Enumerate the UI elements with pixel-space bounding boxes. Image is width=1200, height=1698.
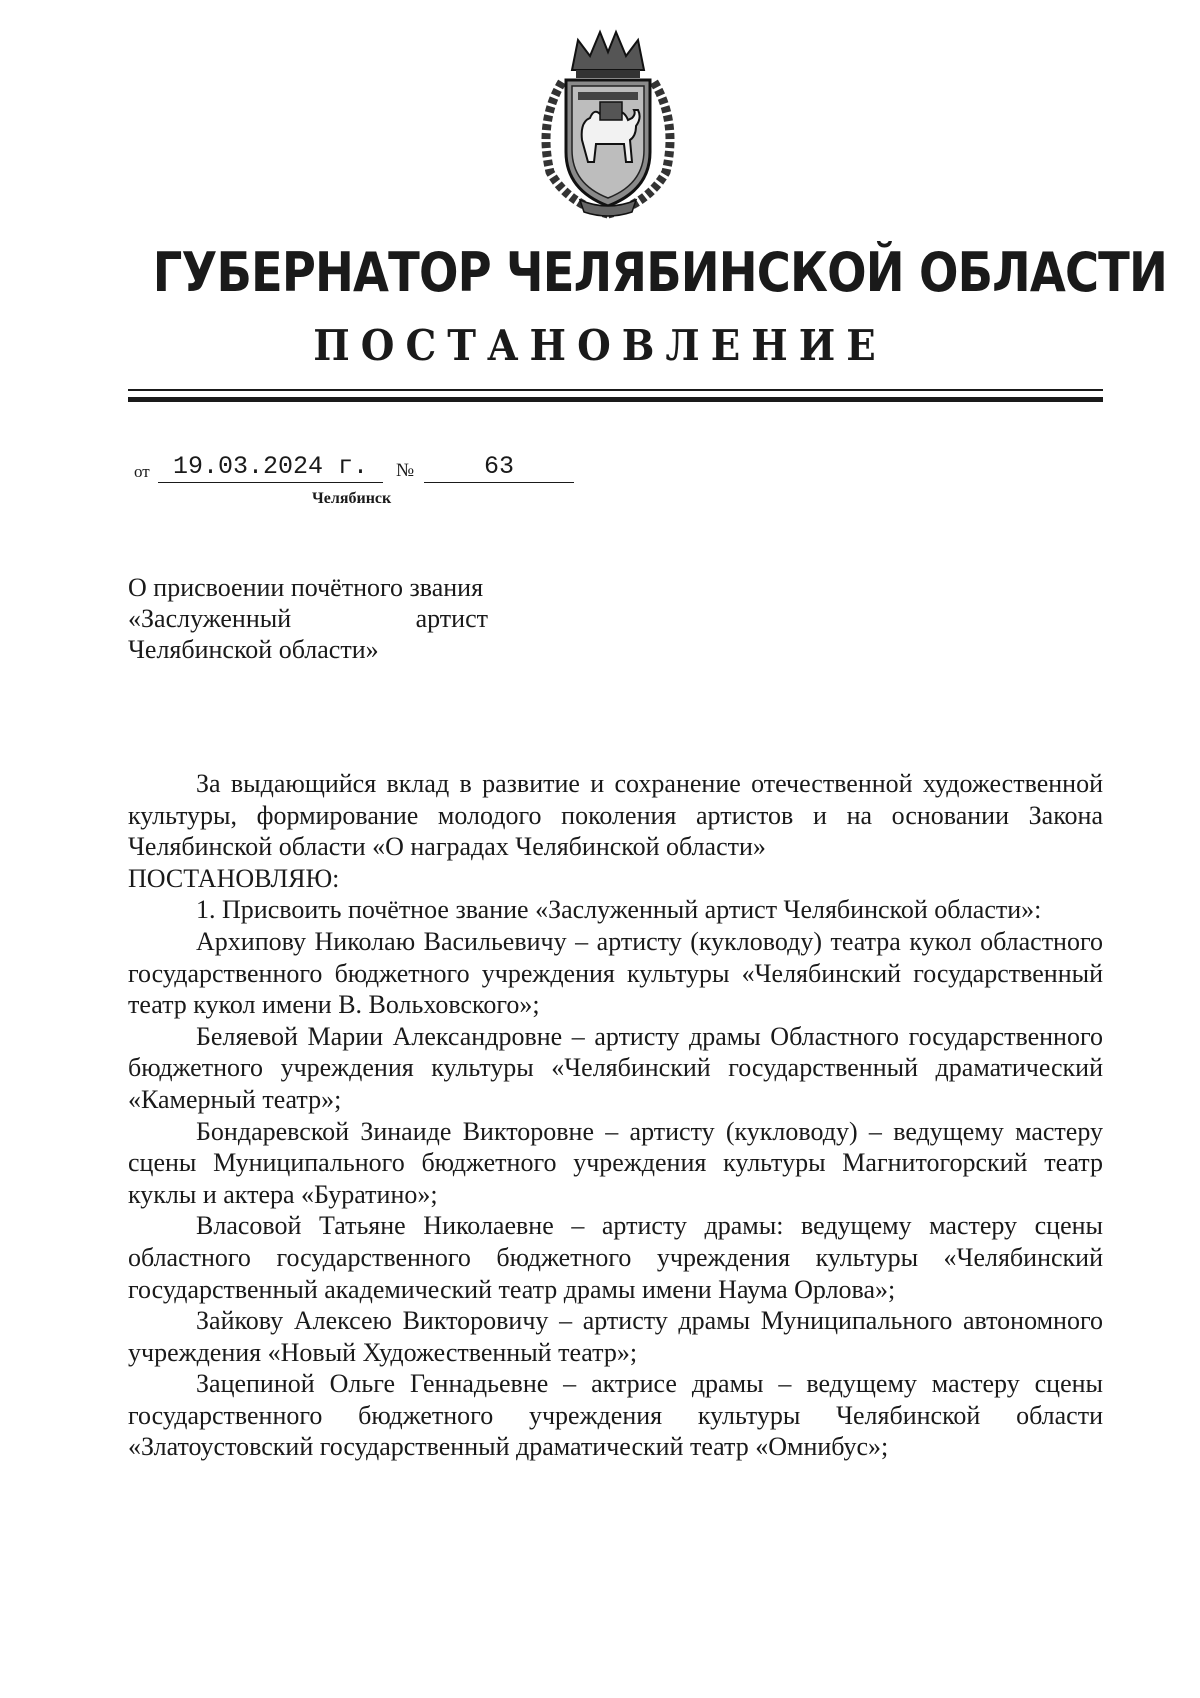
preamble-paragraph: За выдающийся вклад в развитие и сохранение отечественной художественной культуры, формирование молодого поколения артистов и на основании Закона Челябинской области «О наградах Челябинской области» <box>128 769 1103 862</box>
header-divider-thick <box>128 397 1103 402</box>
item-1-paragraph: 1. Присвоить почётное звание «Заслуженный артист Челябинской области»: <box>196 895 1042 925</box>
resolve-heading: ПОСТАНОВЛЯЮ: <box>128 863 340 893</box>
awardee-paragraph: Бондаревской Зинаиде Викторовне – артисту (кукловоду) – ведущему мастеру сцены Муниципального бюджетного учреждения культуры Магнитогорский театр куклы и актера «Буратино»; <box>128 1116 1103 1209</box>
awardee-paragraph: Беляевой Марии Александровне – артисту драмы Областного государственного бюджетного учреждения культуры «Челябинский государственный драматический «Камерный театр»; <box>128 1021 1103 1114</box>
awardee-paragraph: Власовой Татьяне Николаевне – артисту драмы: ведущему мастеру сцены областного государственного бюджетного учреждения культуры «Челябинский государственный академический театр драмы имени Наума Орлова»; <box>128 1211 1103 1304</box>
coat-of-arms-icon <box>520 22 696 222</box>
document-type: ПОСТАНОВЛЕНИЕ <box>313 321 887 370</box>
header-divider-thin <box>128 389 1103 391</box>
awardee-paragraph: Зацепиной Ольге Геннадьевне – актрисе драмы – ведущему мастеру сцены государственного бюджетного учреждения культуры Челябинской области «Златоустовский государственный драматический театр «Омнибус»; <box>128 1369 1103 1462</box>
document-number: 63 <box>424 452 574 483</box>
subject-line-2-left: «Заслуженный <box>128 604 292 633</box>
awardee-paragraph: Зайкову Алексею Викторовичу – артисту драмы Муниципального автономного учреждения «Новый Художественный театр»; <box>128 1306 1103 1367</box>
subject-line-2 <box>128 603 488 634</box>
date-prefix: от <box>134 462 150 481</box>
document-subject <box>128 572 518 665</box>
document-body <box>128 768 1103 1463</box>
subject-line-3: Челябинской области» <box>128 635 379 664</box>
awardee-paragraph: Архипову Николаю Васильевичу – артисту (кукловоду) театра кукол областного государственного бюджетного учреждения культуры «Челябинский государственный театр кукол имени В. Вольховского»; <box>128 926 1103 1020</box>
issue-city: Челябинск <box>312 490 392 507</box>
subject-line-1: О присвоении почётного звания <box>128 573 484 602</box>
number-sign: № <box>396 460 415 481</box>
document-date: 19.03.2024 г. <box>158 452 383 483</box>
issuing-authority: ГУБЕРНАТОР ЧЕЛЯБИНСКОЙ ОБЛАСТИ <box>152 241 1168 304</box>
subject-line-2-right: артист <box>415 604 488 633</box>
